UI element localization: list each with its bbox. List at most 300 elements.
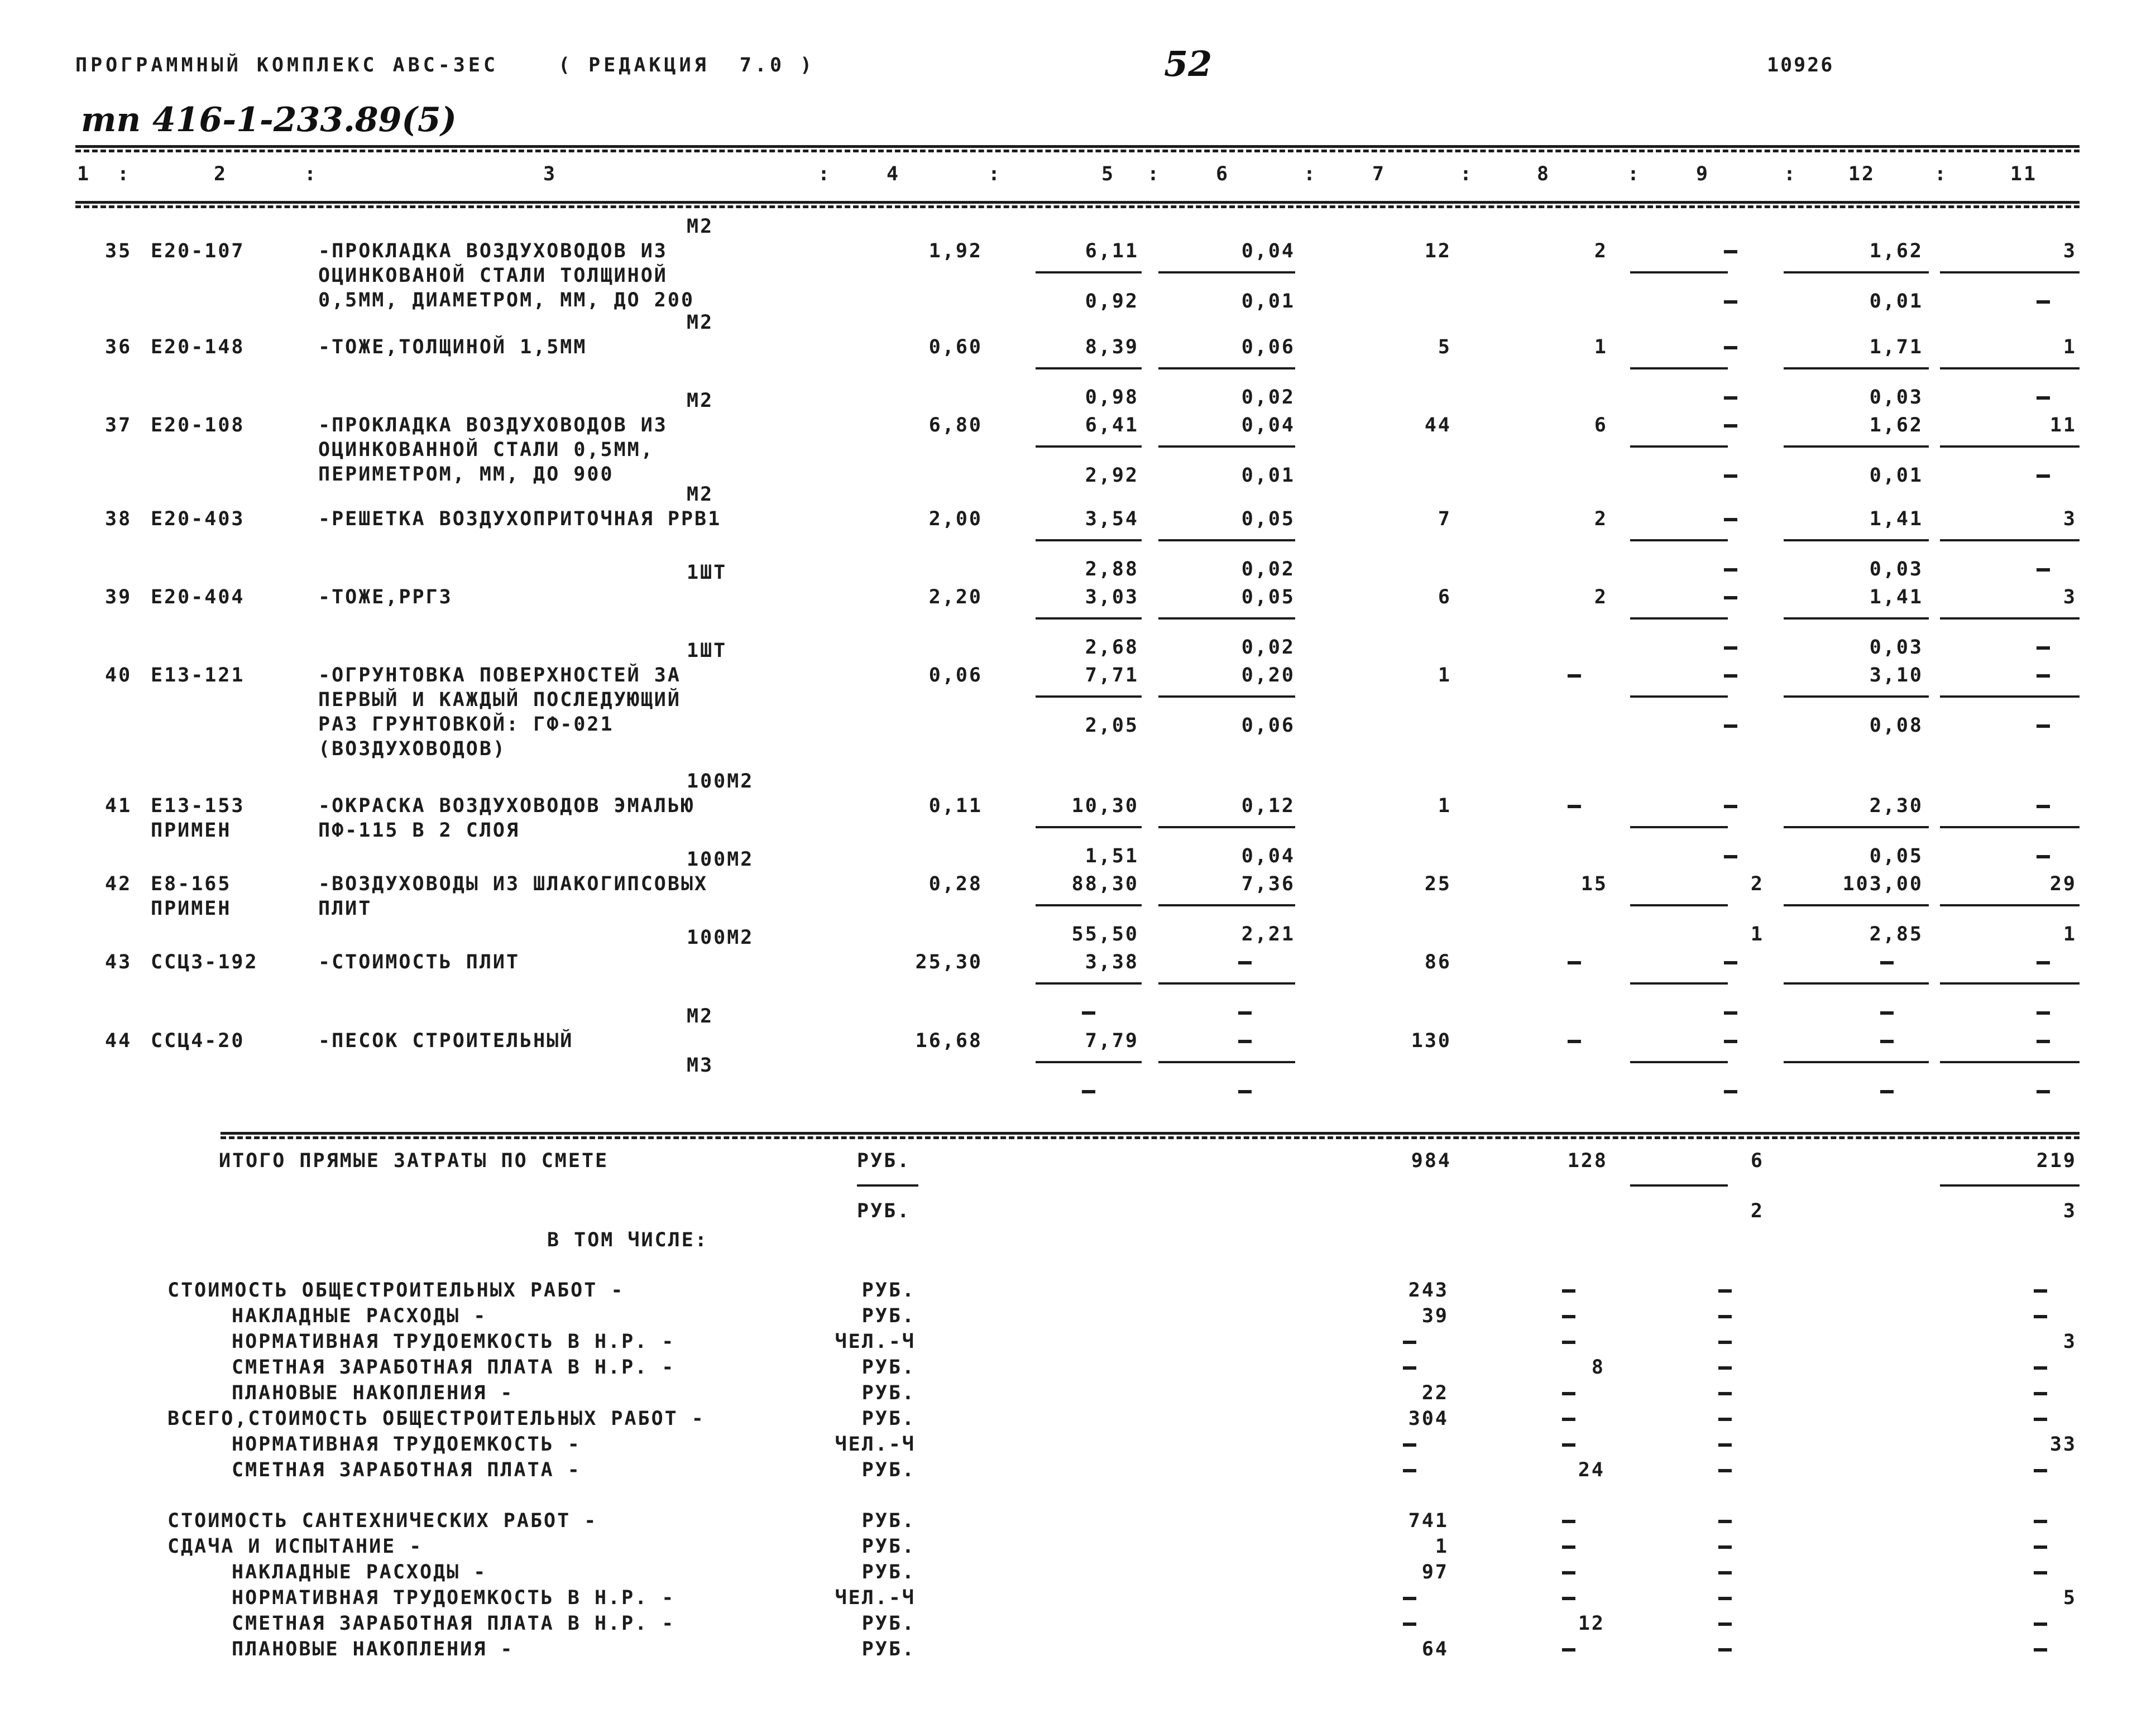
summary-col8-dash bbox=[1562, 1443, 1575, 1447]
column-separator: : bbox=[1304, 163, 1317, 185]
fraction-rule bbox=[1630, 617, 1728, 620]
column-header-3: 3 bbox=[543, 163, 557, 185]
description-line: -СТОИМОСТЬ ПЛИТ bbox=[318, 951, 520, 973]
summary-col8-dash bbox=[1562, 1418, 1575, 1421]
document-number: 10926 bbox=[1767, 54, 1834, 76]
summary-col11-dash bbox=[2034, 1520, 2047, 1523]
col12-sub-value: 0,05 bbox=[1869, 845, 1923, 867]
summary-col7: 243 bbox=[1408, 1279, 1449, 1302]
summary-col11-dash bbox=[2034, 1545, 2047, 1549]
summary-col7: 97 bbox=[1421, 1561, 1449, 1583]
unit-label: М2 bbox=[687, 311, 714, 334]
description-line: -ПЕСОК СТРОИТЕЛЬНЫЙ bbox=[318, 1030, 574, 1052]
summary-unit: РУБ. bbox=[861, 1561, 916, 1583]
description-line: -ОГРУНТОВКА ПОВЕРХНОСТЕЙ ЗА bbox=[318, 664, 681, 687]
summary-col9-dash bbox=[1718, 1469, 1732, 1472]
fraction-rule bbox=[1036, 539, 1142, 541]
col12-sub-value: 0,01 bbox=[1869, 290, 1923, 313]
column-header-12: 12 bbox=[1848, 163, 1876, 185]
fraction-rule bbox=[1784, 1061, 1929, 1063]
col11-value-dash bbox=[2037, 674, 2050, 678]
summary-unit: РУБ. bbox=[861, 1305, 916, 1327]
summary-col9-dash bbox=[1718, 1418, 1732, 1421]
col11-sub-value-dash bbox=[2037, 474, 2050, 478]
total-col11: 219 bbox=[2036, 1150, 2077, 1172]
summary-unit: РУБ. bbox=[861, 1510, 916, 1532]
col4-value: 0,28 bbox=[928, 873, 983, 895]
col6-sub-value: 0,02 bbox=[1241, 636, 1295, 659]
total-col8: 128 bbox=[1567, 1150, 1608, 1172]
col11-value: 3 bbox=[2063, 508, 2077, 530]
col6-sub-value-dash bbox=[1238, 1011, 1252, 1015]
col4-value: 1,92 bbox=[928, 240, 983, 262]
unit-label: 1ШТ bbox=[687, 640, 727, 662]
summary-col7-dash bbox=[1403, 1622, 1416, 1626]
fraction-rule bbox=[1940, 271, 2080, 273]
row-number: 40 bbox=[105, 664, 132, 687]
fraction-rule bbox=[1036, 271, 1142, 273]
col6-sub-value: 0,06 bbox=[1241, 714, 1295, 737]
col11-value-dash bbox=[2037, 961, 2050, 964]
header-rule-top-dotted bbox=[75, 150, 2080, 152]
col6-value: 0,05 bbox=[1241, 586, 1295, 608]
fraction-rule bbox=[1630, 826, 1728, 828]
summary-unit: РУБ. bbox=[861, 1612, 916, 1635]
summary-col9-dash bbox=[1718, 1341, 1732, 1344]
col12-sub-value: 0,03 bbox=[1869, 558, 1923, 580]
col7-value: 6 bbox=[1438, 586, 1451, 608]
col12-sub-value-dash bbox=[1880, 1090, 1894, 1093]
col8-value: 2 bbox=[1594, 240, 1608, 262]
fraction-rule bbox=[1036, 1061, 1142, 1063]
fraction-rule bbox=[1036, 982, 1142, 985]
fraction-rule bbox=[1784, 617, 1929, 620]
col6-value: 0,20 bbox=[1241, 664, 1295, 687]
summary-label: НАКЛАДНЫЕ РАСХОДЫ - bbox=[232, 1561, 487, 1583]
summary-unit: ЧЕЛ.-Ч bbox=[835, 1433, 916, 1456]
header-rule-bottom bbox=[75, 201, 2080, 204]
col11-sub-value-dash bbox=[2037, 1090, 2050, 1093]
col12-sub-value: 0,01 bbox=[1869, 464, 1923, 487]
col5-value: 8,39 bbox=[1085, 336, 1139, 358]
col12-value: 1,62 bbox=[1869, 240, 1923, 262]
col9-sub-value: 1 bbox=[1750, 923, 1764, 945]
norm-code: Е20-403 bbox=[151, 508, 245, 530]
col9-value: 2 bbox=[1750, 873, 1764, 895]
col9-sub-value-dash bbox=[1724, 568, 1737, 572]
row-number: 44 bbox=[105, 1030, 132, 1052]
column-separator: : bbox=[1934, 163, 1948, 185]
col5-sub-value: 0,98 bbox=[1085, 386, 1139, 409]
col8-value: 6 bbox=[1594, 414, 1608, 436]
col11-sub-value: 1 bbox=[2063, 923, 2077, 945]
col9-value-dash bbox=[1724, 805, 1737, 808]
col11-sub-value-dash bbox=[2037, 724, 2050, 728]
summary-label: НОРМАТИВНАЯ ТРУДОЕМКОСТЬ В Н.Р. - bbox=[232, 1331, 675, 1353]
total-unit-rule bbox=[857, 1184, 918, 1187]
col9-sub-value-dash bbox=[1724, 646, 1737, 650]
norm-code: Е20-404 bbox=[151, 586, 245, 608]
summary-col7: 741 bbox=[1408, 1510, 1449, 1532]
col9-sub-value-dash bbox=[1724, 300, 1737, 304]
description-line: -ПРОКЛАДКА ВОЗДУХОВОДОВ ИЗ bbox=[318, 414, 668, 436]
total-rule-dotted bbox=[221, 1136, 2080, 1139]
column-separator: : bbox=[1460, 163, 1474, 185]
col9-sub-value-dash bbox=[1724, 1011, 1737, 1015]
summary-col7-dash bbox=[1403, 1597, 1416, 1600]
col8-value-dash bbox=[1568, 805, 1581, 808]
summary-col8: 8 bbox=[1591, 1356, 1605, 1379]
unit-label: М2 bbox=[687, 483, 714, 506]
fraction-rule bbox=[1158, 695, 1295, 698]
summary-unit: РУБ. bbox=[861, 1638, 916, 1660]
fraction-rule bbox=[1158, 271, 1295, 273]
summary-col11-dash bbox=[2034, 1366, 2047, 1370]
col6-value: 0,12 bbox=[1241, 795, 1295, 817]
summary-col11-dash bbox=[2034, 1418, 2047, 1421]
col12-value: 1,62 bbox=[1869, 414, 1923, 436]
fraction-rule bbox=[1630, 367, 1728, 369]
norm-code: Е13-121 bbox=[151, 664, 245, 687]
col7-value: 5 bbox=[1438, 336, 1451, 358]
fraction-rule bbox=[1940, 826, 2080, 828]
col5-sub-value-dash bbox=[1082, 1011, 1095, 1015]
program-title: ПРОГРАММНЫЙ КОМПЛЕКС АВС-ЗЕС bbox=[75, 54, 499, 76]
summary-unit: РУБ. bbox=[861, 1356, 916, 1379]
fraction-rule bbox=[1784, 445, 1929, 448]
summary-label: НАКЛАДНЫЕ РАСХОДЫ - bbox=[232, 1305, 487, 1327]
col6-sub-value: 0,01 bbox=[1241, 464, 1295, 487]
col11-value: 1 bbox=[2063, 336, 2077, 358]
summary-label: НОРМАТИВНАЯ ТРУДОЕМКОСТЬ - bbox=[232, 1433, 581, 1456]
fraction-rule bbox=[1036, 695, 1142, 698]
col6-sub-value: 0,02 bbox=[1241, 386, 1295, 409]
summary-col11-dash bbox=[2034, 1315, 2047, 1318]
summary-col7-dash bbox=[1403, 1341, 1416, 1344]
summary-unit: ЧЕЛ.-Ч bbox=[835, 1331, 916, 1353]
description-line: ПЛИТ bbox=[318, 897, 372, 920]
summary-col8: 12 bbox=[1578, 1612, 1605, 1635]
project-code: тп 416-1-233.89(5) bbox=[81, 100, 457, 140]
summary-label: СМЕТНАЯ ЗАРАБОТНАЯ ПЛАТА - bbox=[232, 1459, 581, 1481]
summary-col8-dash bbox=[1562, 1392, 1575, 1395]
including-label: В ТОМ ЧИСЛЕ: bbox=[547, 1229, 708, 1251]
summary-label: ПЛАНОВЫЕ НАКОПЛЕНИЯ - bbox=[232, 1382, 514, 1404]
fraction-rule bbox=[1036, 445, 1142, 448]
summary-col11-dash bbox=[2034, 1289, 2047, 1293]
col11-sub-value-dash bbox=[2037, 300, 2050, 304]
fraction-rule bbox=[1630, 904, 1728, 906]
col6-sub-value: 0,02 bbox=[1241, 558, 1295, 580]
summary-col7: 1 bbox=[1435, 1535, 1449, 1558]
row-number: 38 bbox=[105, 508, 132, 530]
col5-value: 7,71 bbox=[1085, 664, 1139, 687]
summary-col9-dash bbox=[1718, 1597, 1732, 1600]
column-header-11: 11 bbox=[2010, 163, 2038, 185]
norm-code: Е20-107 bbox=[151, 240, 245, 262]
col8-value: 15 bbox=[1580, 873, 1608, 895]
summary-col9-dash bbox=[1718, 1571, 1732, 1574]
description-line: -ТОЖЕ,РРГ3 bbox=[318, 586, 453, 608]
col11-sub-value-dash bbox=[2037, 646, 2050, 650]
summary-col9-dash bbox=[1718, 1622, 1732, 1626]
col11-value: 29 bbox=[2049, 873, 2077, 895]
col8-value-dash bbox=[1568, 1040, 1581, 1043]
column-separator: : bbox=[818, 163, 832, 185]
col11-sub-value-dash bbox=[2037, 396, 2050, 400]
row-number: 36 bbox=[105, 336, 132, 358]
col5-sub-value: 2,05 bbox=[1085, 714, 1139, 737]
col7-value: 44 bbox=[1424, 414, 1451, 436]
col12-value: 3,10 bbox=[1869, 664, 1923, 687]
description-line: ОЦИНКОВАНОЙ СТАЛИ ТОЛЩИНОЙ bbox=[318, 265, 668, 287]
summary-col8: 24 bbox=[1578, 1459, 1605, 1481]
norm-code: Е20-148 bbox=[151, 336, 245, 358]
norm-code: Е20-108 bbox=[151, 414, 245, 436]
summary-col8-dash bbox=[1562, 1520, 1575, 1523]
summary-col7: 39 bbox=[1421, 1305, 1449, 1327]
col7-value: 25 bbox=[1424, 873, 1451, 895]
col9-value-dash bbox=[1724, 424, 1737, 428]
unit-label: 100М2 bbox=[687, 926, 754, 949]
column-separator: : bbox=[117, 163, 131, 185]
summary-label: НОРМАТИВНАЯ ТРУДОЕМКОСТЬ В Н.Р. - bbox=[232, 1587, 675, 1609]
col6-value: 0,05 bbox=[1241, 508, 1295, 530]
norm-code: Е13-153 bbox=[151, 795, 245, 817]
fraction-rule bbox=[1158, 982, 1295, 985]
summary-unit: ЧЕЛ.-Ч bbox=[835, 1587, 916, 1609]
unit-label: М3 bbox=[687, 1054, 714, 1077]
col9-value-dash bbox=[1724, 346, 1737, 349]
col12-value: 1,71 bbox=[1869, 336, 1923, 358]
summary-col11: 33 bbox=[2049, 1433, 2077, 1456]
fraction-rule bbox=[1940, 695, 2080, 698]
total-unit: РУБ. bbox=[857, 1150, 911, 1172]
row-number: 37 bbox=[105, 414, 132, 436]
unit-label: 100М2 bbox=[687, 848, 754, 871]
norm-code: ССЦ4-20 bbox=[151, 1030, 245, 1052]
header-rule-top bbox=[75, 145, 2080, 148]
col7-value: 12 bbox=[1424, 240, 1451, 262]
col6-value: 0,04 bbox=[1241, 414, 1295, 436]
summary-col7-dash bbox=[1403, 1366, 1416, 1370]
fraction-rule bbox=[1036, 617, 1142, 620]
col9-value-dash bbox=[1724, 674, 1737, 678]
col8-value-dash bbox=[1568, 674, 1581, 678]
col5-value: 6,11 bbox=[1085, 240, 1139, 262]
description-line: РАЗ ГРУНТОВКОЙ: ГФ-021 bbox=[318, 713, 614, 736]
col12-value: 1,41 bbox=[1869, 586, 1923, 608]
col7-value: 7 bbox=[1438, 508, 1451, 530]
col12-sub-value: 2,85 bbox=[1869, 923, 1923, 945]
col6-sub-value: 0,01 bbox=[1241, 290, 1295, 313]
col12-value: 103,00 bbox=[1842, 873, 1923, 895]
col5-value: 3,38 bbox=[1085, 951, 1139, 973]
col11-value: 11 bbox=[2049, 414, 2077, 436]
col12-sub-value: 0,03 bbox=[1869, 636, 1923, 659]
fraction-rule bbox=[1940, 445, 2080, 448]
col8-value: 2 bbox=[1594, 508, 1608, 530]
summary-col7-dash bbox=[1403, 1469, 1416, 1472]
summary-col9-dash bbox=[1718, 1443, 1732, 1447]
fraction-rule bbox=[1158, 445, 1295, 448]
col5-sub-value: 2,92 bbox=[1085, 464, 1139, 487]
col12-value: 1,41 bbox=[1869, 508, 1923, 530]
summary-col7: 22 bbox=[1421, 1382, 1449, 1404]
summary-col9-dash bbox=[1718, 1392, 1732, 1395]
header-rule-bottom-dotted bbox=[75, 205, 2080, 208]
column-header-8: 8 bbox=[1536, 163, 1551, 185]
col5-sub-value: 2,68 bbox=[1085, 636, 1139, 659]
col7-value: 1 bbox=[1438, 795, 1451, 817]
summary-unit: РУБ. bbox=[861, 1408, 916, 1430]
fraction-rule bbox=[1630, 1061, 1728, 1063]
fraction-rule bbox=[1158, 1061, 1295, 1063]
fraction-rule bbox=[1940, 904, 2080, 906]
fraction-rule bbox=[1784, 271, 1929, 273]
description-line: ОЦИНКОВАННОЙ СТАЛИ 0,5ММ, bbox=[318, 439, 654, 461]
unit-label: М2 bbox=[687, 390, 714, 412]
col12-value: 2,30 bbox=[1869, 795, 1923, 817]
summary-col9-dash bbox=[1718, 1545, 1732, 1549]
col12-sub-value: 0,03 bbox=[1869, 386, 1923, 409]
fraction-rule bbox=[1940, 539, 2080, 541]
page-number: 52 bbox=[1164, 44, 1213, 84]
col6-value-dash bbox=[1238, 1040, 1252, 1043]
description-line: -РЕШЕТКА ВОЗДУХОПРИТОЧНАЯ РРВ1 bbox=[318, 508, 722, 530]
fraction-rule bbox=[1036, 826, 1142, 828]
total-label: ИТОГО ПРЯМЫЕ ЗАТРАТЫ ПО СМЕТЕ bbox=[219, 1150, 609, 1172]
col5-value: 10,30 bbox=[1071, 795, 1139, 817]
summary-col7: 64 bbox=[1421, 1638, 1449, 1660]
summary-col9-dash bbox=[1718, 1366, 1732, 1370]
unit-label: 1ШТ bbox=[687, 561, 727, 584]
col12-sub-value: 0,08 bbox=[1869, 714, 1923, 737]
description-line: -ПРОКЛАДКА ВОЗДУХОВОДОВ ИЗ bbox=[318, 240, 668, 262]
summary-col9-dash bbox=[1718, 1520, 1732, 1523]
col9-sub-value-dash bbox=[1724, 1090, 1737, 1093]
fraction-rule bbox=[1940, 617, 2080, 620]
summary-col11-dash bbox=[2034, 1571, 2047, 1574]
fraction-rule bbox=[1630, 445, 1728, 448]
col4-value: 6,80 bbox=[928, 414, 983, 436]
unit-label: 100М2 bbox=[687, 770, 754, 793]
col7-value: 130 bbox=[1411, 1030, 1451, 1052]
col9-value-dash bbox=[1724, 518, 1737, 521]
col8-value: 1 bbox=[1594, 336, 1608, 358]
row-number: 35 bbox=[105, 240, 132, 262]
description-line: -ВОЗДУХОВОДЫ ИЗ ШЛАКОГИПСОВЫХ bbox=[318, 873, 708, 895]
col4-value: 2,20 bbox=[928, 586, 983, 608]
col6-sub-value: 0,04 bbox=[1241, 845, 1295, 867]
col8-value-dash bbox=[1568, 961, 1581, 964]
summary-col11-dash bbox=[2034, 1392, 2047, 1395]
col5-value: 3,54 bbox=[1085, 508, 1139, 530]
column-separator: : bbox=[988, 163, 1002, 185]
description-line: (ВОЗДУХОВОДОВ) bbox=[318, 738, 507, 760]
summary-label: СДАЧА И ИСПЫТАНИЕ - bbox=[167, 1535, 423, 1558]
summary-col7: 304 bbox=[1408, 1408, 1449, 1430]
col9-value-dash bbox=[1724, 596, 1737, 599]
col6-value-dash bbox=[1238, 961, 1252, 964]
col9-sub-value-dash bbox=[1724, 855, 1737, 858]
col11-value: 3 bbox=[2063, 586, 2077, 608]
summary-label: СМЕТНАЯ ЗАРАБОТНАЯ ПЛАТА В Н.Р. - bbox=[232, 1612, 675, 1635]
fraction-rule bbox=[1158, 367, 1295, 369]
col5-value: 3,03 bbox=[1085, 586, 1139, 608]
summary-col11-dash bbox=[2034, 1469, 2047, 1472]
fraction-rule bbox=[1630, 982, 1728, 985]
summary-col11-dash bbox=[2034, 1648, 2047, 1652]
col11-sub-value-dash bbox=[2037, 568, 2050, 572]
fraction-rule bbox=[1158, 826, 1295, 828]
col11-sub-value-dash bbox=[2037, 1011, 2050, 1015]
summary-unit: РУБ. bbox=[861, 1279, 916, 1302]
fraction-rule bbox=[1158, 617, 1295, 620]
col4-value: 0,11 bbox=[928, 795, 983, 817]
description-line: ПФ-115 В 2 СЛОЯ bbox=[318, 819, 520, 842]
column-header-2: 2 bbox=[213, 163, 228, 185]
col12-value-dash bbox=[1880, 961, 1894, 964]
col12-value-dash bbox=[1880, 1040, 1894, 1043]
summary-label: СТОИМОСТЬ САНТЕХНИЧЕСКИХ РАБОТ - bbox=[167, 1510, 598, 1532]
col4-value: 16,68 bbox=[915, 1030, 983, 1052]
column-separator: : bbox=[304, 163, 318, 185]
col4-value: 25,30 bbox=[915, 951, 983, 973]
row-number: 41 bbox=[105, 795, 132, 817]
fraction-rule bbox=[1036, 904, 1142, 906]
column-separator: : bbox=[1627, 163, 1641, 185]
summary-col11: 5 bbox=[2063, 1587, 2077, 1609]
summary-unit: РУБ. bbox=[861, 1382, 916, 1404]
col4-value: 0,06 bbox=[928, 664, 983, 687]
column-header-1: 1 bbox=[76, 163, 91, 185]
summary-col9-dash bbox=[1718, 1315, 1732, 1318]
col12-sub-value-dash bbox=[1880, 1011, 1894, 1015]
summary-label: ПЛАНОВЫЕ НАКОПЛЕНИЯ - bbox=[232, 1638, 514, 1660]
description-line: ПЕРИМЕТРОМ, ММ, ДО 900 bbox=[318, 463, 614, 486]
summary-col8-dash bbox=[1562, 1315, 1575, 1318]
summary-col9-dash bbox=[1718, 1648, 1732, 1652]
description-line: 0,5ММ, ДИАМЕТРОМ, ММ, ДО 200 bbox=[318, 289, 695, 311]
col5-sub-value: 0,92 bbox=[1085, 290, 1139, 313]
col5-sub-value-dash bbox=[1082, 1090, 1095, 1093]
column-header-9: 9 bbox=[1695, 163, 1710, 185]
row-number: 42 bbox=[105, 873, 132, 895]
col6-value: 0,04 bbox=[1241, 240, 1295, 262]
column-header-4: 4 bbox=[886, 163, 900, 185]
fraction-rule bbox=[1036, 367, 1142, 369]
col6-sub-value-dash bbox=[1238, 1090, 1252, 1093]
col5-value: 88,30 bbox=[1071, 873, 1139, 895]
unit-label: М2 bbox=[687, 215, 714, 238]
total-col7: 984 bbox=[1411, 1150, 1451, 1172]
total-col11-sub: 3 bbox=[2063, 1200, 2077, 1222]
fraction-rule bbox=[1940, 982, 2080, 985]
total-col9: 6 bbox=[1750, 1150, 1764, 1172]
col11-sub-value-dash bbox=[2037, 855, 2050, 858]
total-fraction-rule bbox=[1630, 1184, 1728, 1187]
col11-value: 3 bbox=[2063, 240, 2077, 262]
fraction-rule bbox=[1940, 367, 2080, 369]
total-col9-sub: 2 bbox=[1750, 1200, 1764, 1222]
summary-col8-dash bbox=[1562, 1597, 1575, 1600]
summary-label: СТОИМОСТЬ ОБЩЕСТРОИТЕЛЬНЫХ РАБОТ - bbox=[167, 1279, 625, 1302]
summary-label: СМЕТНАЯ ЗАРАБОТНАЯ ПЛАТА В Н.Р. - bbox=[232, 1356, 675, 1379]
norm-code: Е8-165 bbox=[151, 873, 232, 895]
col4-value: 0,60 bbox=[928, 336, 983, 358]
norm-code-note: ПРИМЕН bbox=[151, 897, 232, 920]
